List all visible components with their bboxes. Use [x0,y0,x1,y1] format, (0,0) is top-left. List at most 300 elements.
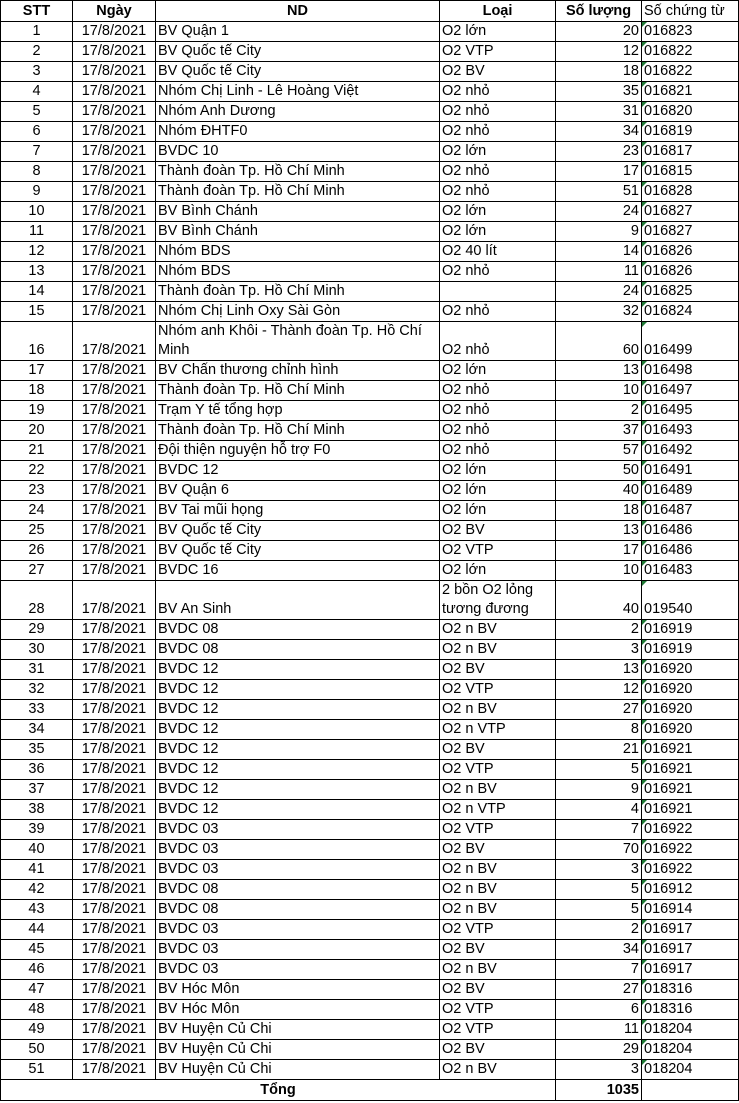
cell-stt[interactable]: 6 [1,122,73,142]
cell-content[interactable]: BV Huyện Củ Chi [156,1060,440,1080]
cell-type[interactable]: O2 BV [440,1040,556,1060]
cell-quantity[interactable]: 11 [556,262,642,282]
cell-stt[interactable]: 41 [1,860,73,880]
cell-type[interactable]: O2 nhỏ [440,162,556,182]
cell-stt[interactable]: 14 [1,282,73,302]
cell-quantity[interactable]: 12 [556,42,642,62]
cell-voucher-number[interactable]: 016921 [642,780,739,800]
cell-date[interactable]: 17/8/2021 [73,102,156,122]
cell-voucher-number[interactable]: 016922 [642,820,739,840]
cell-type[interactable]: O2 n VTP [440,800,556,820]
cell-date[interactable]: 17/8/2021 [73,660,156,680]
cell-type[interactable]: O2 n BV [440,1060,556,1080]
cell-content[interactable]: BVDC 12 [156,660,440,680]
cell-content[interactable]: Thành đoàn Tp. Hồ Chí Minh [156,282,440,302]
cell-type[interactable]: O2 40 lít [440,242,556,262]
cell-date[interactable]: 17/8/2021 [73,521,156,541]
cell-date[interactable]: 17/8/2021 [73,302,156,322]
cell-content[interactable]: BVDC 08 [156,880,440,900]
cell-type[interactable]: O2 VTP [440,1000,556,1020]
cell-content[interactable]: BVDC 08 [156,620,440,640]
cell-stt[interactable]: 18 [1,381,73,401]
cell-voucher-number[interactable]: 016919 [642,620,739,640]
cell-content[interactable]: BVDC 12 [156,740,440,760]
cell-type[interactable]: O2 nhỏ [440,262,556,282]
cell-content[interactable]: BVDC 12 [156,461,440,481]
total-label[interactable]: Tổng [1,1080,556,1101]
cell-type[interactable]: O2 n BV [440,960,556,980]
cell-date[interactable]: 17/8/2021 [73,481,156,501]
cell-stt[interactable]: 43 [1,900,73,920]
cell-type[interactable]: O2 nhỏ [440,421,556,441]
cell-voucher-number[interactable]: 018204 [642,1020,739,1040]
header-voucher-number[interactable]: Số chứng từ [642,1,739,22]
cell-voucher-number[interactable]: 016827 [642,202,739,222]
cell-quantity[interactable]: 2 [556,920,642,940]
header-content[interactable]: ND [156,1,440,22]
cell-stt[interactable]: 25 [1,521,73,541]
cell-voucher-number[interactable]: 016914 [642,900,739,920]
cell-stt[interactable]: 3 [1,62,73,82]
cell-stt[interactable]: 47 [1,980,73,1000]
cell-quantity[interactable]: 13 [556,521,642,541]
cell-type[interactable]: O2 nhỏ [440,401,556,421]
cell-quantity[interactable]: 6 [556,1000,642,1020]
cell-quantity[interactable]: 5 [556,900,642,920]
cell-voucher-number[interactable]: 016822 [642,42,739,62]
cell-content[interactable]: Nhóm BDS [156,262,440,282]
cell-stt[interactable]: 42 [1,880,73,900]
cell-voucher-number[interactable]: 016486 [642,521,739,541]
cell-content[interactable]: BV Huyện Củ Chi [156,1040,440,1060]
cell-content[interactable]: BVDC 03 [156,820,440,840]
cell-voucher-number[interactable]: 016917 [642,960,739,980]
cell-stt[interactable]: 1 [1,22,73,42]
cell-date[interactable]: 17/8/2021 [73,122,156,142]
cell-type[interactable]: O2 BV [440,840,556,860]
cell-date[interactable]: 17/8/2021 [73,760,156,780]
cell-quantity[interactable]: 5 [556,760,642,780]
cell-date[interactable]: 17/8/2021 [73,22,156,42]
cell-content[interactable]: BV Quốc tế City [156,42,440,62]
cell-type[interactable]: O2 nhỏ [440,322,556,361]
cell-stt[interactable]: 36 [1,760,73,780]
cell-content[interactable]: Nhóm ĐHTF0 [156,122,440,142]
cell-stt[interactable]: 48 [1,1000,73,1020]
cell-stt[interactable]: 29 [1,620,73,640]
cell-date[interactable]: 17/8/2021 [73,162,156,182]
cell-stt[interactable]: 4 [1,82,73,102]
cell-quantity[interactable]: 51 [556,182,642,202]
cell-type[interactable]: O2 nhỏ [440,441,556,461]
cell-type[interactable]: O2 n BV [440,780,556,800]
cell-voucher-number[interactable]: 016489 [642,481,739,501]
cell-type[interactable]: O2 VTP [440,820,556,840]
cell-type[interactable]: O2 lớn [440,561,556,581]
cell-content[interactable]: BVDC 10 [156,142,440,162]
cell-voucher-number[interactable]: 016822 [642,62,739,82]
cell-voucher-number[interactable]: 016912 [642,880,739,900]
cell-content[interactable]: Nhóm BDS [156,242,440,262]
cell-type[interactable]: O2 lớn [440,361,556,381]
cell-voucher-number[interactable]: 018204 [642,1040,739,1060]
cell-quantity[interactable]: 12 [556,680,642,700]
header-type[interactable]: Loại [440,1,556,22]
cell-stt[interactable]: 32 [1,680,73,700]
cell-quantity[interactable]: 8 [556,720,642,740]
header-stt[interactable]: STT [1,1,73,22]
cell-quantity[interactable]: 23 [556,142,642,162]
cell-stt[interactable]: 33 [1,700,73,720]
cell-stt[interactable]: 35 [1,740,73,760]
cell-type[interactable]: O2 nhỏ [440,122,556,142]
cell-quantity[interactable]: 34 [556,122,642,142]
cell-content[interactable]: BV Hóc Môn [156,1000,440,1020]
cell-date[interactable]: 17/8/2021 [73,322,156,361]
cell-quantity[interactable]: 13 [556,660,642,680]
cell-type[interactable]: O2 VTP [440,680,556,700]
cell-quantity[interactable]: 11 [556,1020,642,1040]
cell-stt[interactable]: 50 [1,1040,73,1060]
cell-type[interactable]: O2 nhỏ [440,102,556,122]
cell-content[interactable]: BVDC 12 [156,780,440,800]
cell-type[interactable]: O2 nhỏ [440,381,556,401]
header-quantity[interactable]: Số lượng [556,1,642,22]
cell-type[interactable]: O2 BV [440,521,556,541]
cell-date[interactable]: 17/8/2021 [73,900,156,920]
cell-content[interactable]: BVDC 12 [156,700,440,720]
cell-content[interactable]: BVDC 12 [156,720,440,740]
cell-date[interactable]: 17/8/2021 [73,421,156,441]
cell-content[interactable]: BVDC 12 [156,680,440,700]
cell-type[interactable]: O2 n BV [440,640,556,660]
cell-content[interactable]: BVDC 12 [156,760,440,780]
cell-stt[interactable]: 23 [1,481,73,501]
cell-voucher-number[interactable]: 016495 [642,401,739,421]
cell-voucher-number[interactable]: 016493 [642,421,739,441]
cell-quantity[interactable]: 27 [556,980,642,1000]
cell-date[interactable]: 17/8/2021 [73,262,156,282]
cell-quantity[interactable]: 2 [556,620,642,640]
cell-content[interactable]: BVDC 03 [156,920,440,940]
cell-content[interactable]: BVDC 12 [156,800,440,820]
cell-date[interactable]: 17/8/2021 [73,1000,156,1020]
cell-voucher-number[interactable]: 016823 [642,22,739,42]
cell-type[interactable]: O2 nhỏ [440,82,556,102]
cell-type[interactable]: O2 n BV [440,700,556,720]
cell-stt[interactable]: 20 [1,421,73,441]
cell-quantity[interactable]: 18 [556,501,642,521]
cell-quantity[interactable]: 13 [556,361,642,381]
cell-voucher-number[interactable]: 016486 [642,541,739,561]
cell-stt[interactable]: 17 [1,361,73,381]
cell-date[interactable]: 17/8/2021 [73,700,156,720]
cell-quantity[interactable]: 60 [556,322,642,361]
cell-quantity[interactable]: 24 [556,202,642,222]
cell-content[interactable]: Trạm Y tế tổng hợp [156,401,440,421]
cell-stt[interactable]: 9 [1,182,73,202]
cell-stt[interactable]: 49 [1,1020,73,1040]
cell-quantity[interactable]: 35 [556,82,642,102]
cell-date[interactable]: 17/8/2021 [73,880,156,900]
cell-type[interactable]: O2 BV [440,980,556,1000]
cell-stt[interactable]: 12 [1,242,73,262]
cell-stt[interactable]: 21 [1,441,73,461]
cell-content[interactable]: Thành đoàn Tp. Hồ Chí Minh [156,381,440,401]
cell-voucher-number[interactable]: 016499 [642,322,739,361]
cell-content[interactable]: BV Chấn thương chỉnh hình [156,361,440,381]
cell-type[interactable]: O2 BV [440,940,556,960]
cell-date[interactable]: 17/8/2021 [73,920,156,940]
cell-type[interactable]: O2 n BV [440,620,556,640]
cell-voucher-number[interactable]: 016921 [642,760,739,780]
cell-date[interactable]: 17/8/2021 [73,182,156,202]
cell-date[interactable]: 17/8/2021 [73,581,156,620]
header-date[interactable]: Ngày [73,1,156,22]
cell-date[interactable]: 17/8/2021 [73,960,156,980]
cell-date[interactable]: 17/8/2021 [73,242,156,262]
cell-quantity[interactable]: 32 [556,302,642,322]
cell-content[interactable]: BVDC 03 [156,960,440,980]
cell-type[interactable]: O2 VTP [440,42,556,62]
cell-type[interactable]: 2 bồn O2 lỏng tương đương [440,581,556,620]
cell-voucher-number[interactable]: 018316 [642,980,739,1000]
cell-content[interactable]: Thành đoàn Tp. Hồ Chí Minh [156,182,440,202]
cell-quantity[interactable]: 10 [556,561,642,581]
cell-stt[interactable]: 39 [1,820,73,840]
cell-content[interactable]: BV Huyện Củ Chi [156,1020,440,1040]
cell-stt[interactable]: 46 [1,960,73,980]
cell-date[interactable]: 17/8/2021 [73,541,156,561]
cell-date[interactable]: 17/8/2021 [73,461,156,481]
cell-stt[interactable]: 51 [1,1060,73,1080]
cell-content[interactable]: BV Quận 1 [156,22,440,42]
cell-quantity[interactable]: 20 [556,22,642,42]
cell-stt[interactable]: 27 [1,561,73,581]
cell-quantity[interactable]: 37 [556,421,642,441]
cell-stt[interactable]: 31 [1,660,73,680]
cell-date[interactable]: 17/8/2021 [73,1020,156,1040]
cell-voucher-number[interactable]: 016921 [642,740,739,760]
cell-date[interactable]: 17/8/2021 [73,561,156,581]
cell-content[interactable]: BV Bình Chánh [156,202,440,222]
cell-voucher-number[interactable]: 016917 [642,920,739,940]
cell-date[interactable]: 17/8/2021 [73,640,156,660]
cell-stt[interactable]: 28 [1,581,73,620]
cell-date[interactable]: 17/8/2021 [73,222,156,242]
cell-stt[interactable]: 8 [1,162,73,182]
cell-voucher-number[interactable]: 016828 [642,182,739,202]
cell-voucher-number[interactable]: 016826 [642,242,739,262]
cell-type[interactable]: O2 lớn [440,142,556,162]
cell-voucher-number[interactable]: 016922 [642,860,739,880]
cell-content[interactable]: Nhóm Anh Dương [156,102,440,122]
cell-type[interactable]: O2 lớn [440,22,556,42]
cell-date[interactable]: 17/8/2021 [73,62,156,82]
cell-date[interactable]: 17/8/2021 [73,501,156,521]
cell-stt[interactable]: 26 [1,541,73,561]
cell-voucher-number[interactable]: 016497 [642,381,739,401]
cell-type[interactable]: O2 nhỏ [440,302,556,322]
cell-voucher-number[interactable]: 016920 [642,700,739,720]
cell-voucher-number[interactable]: 018204 [642,1060,739,1080]
cell-date[interactable]: 17/8/2021 [73,860,156,880]
cell-stt[interactable]: 38 [1,800,73,820]
cell-quantity[interactable]: 9 [556,780,642,800]
cell-date[interactable]: 17/8/2021 [73,441,156,461]
cell-quantity[interactable]: 2 [556,401,642,421]
cell-stt[interactable]: 34 [1,720,73,740]
cell-stt[interactable]: 13 [1,262,73,282]
cell-voucher-number[interactable]: 016827 [642,222,739,242]
cell-quantity[interactable]: 17 [556,162,642,182]
cell-type[interactable]: O2 n BV [440,880,556,900]
cell-date[interactable]: 17/8/2021 [73,1040,156,1060]
cell-date[interactable]: 17/8/2021 [73,620,156,640]
cell-content[interactable]: Nhóm Chị Linh - Lê Hoàng Việt [156,82,440,102]
cell-stt[interactable]: 7 [1,142,73,162]
cell-quantity[interactable]: 34 [556,940,642,960]
cell-quantity[interactable]: 10 [556,381,642,401]
cell-date[interactable]: 17/8/2021 [73,840,156,860]
cell-stt[interactable]: 19 [1,401,73,421]
cell-voucher-number[interactable]: 016824 [642,302,739,322]
total-empty-cell[interactable] [642,1080,739,1101]
cell-voucher-number[interactable]: 016492 [642,441,739,461]
cell-content[interactable]: BV Quốc tế City [156,521,440,541]
cell-content[interactable]: BV Hóc Môn [156,980,440,1000]
cell-voucher-number[interactable]: 016825 [642,282,739,302]
cell-voucher-number[interactable]: 016498 [642,361,739,381]
cell-type[interactable]: O2 n BV [440,900,556,920]
cell-type[interactable] [440,282,556,302]
cell-type[interactable]: O2 lớn [440,501,556,521]
cell-type[interactable]: O2 VTP [440,541,556,561]
cell-quantity[interactable]: 4 [556,800,642,820]
cell-voucher-number[interactable]: 016826 [642,262,739,282]
cell-date[interactable]: 17/8/2021 [73,381,156,401]
cell-date[interactable]: 17/8/2021 [73,820,156,840]
cell-date[interactable]: 17/8/2021 [73,940,156,960]
cell-voucher-number[interactable]: 016820 [642,102,739,122]
cell-stt[interactable]: 16 [1,322,73,361]
cell-stt[interactable]: 37 [1,780,73,800]
cell-quantity[interactable]: 9 [556,222,642,242]
cell-date[interactable]: 17/8/2021 [73,401,156,421]
cell-voucher-number[interactable]: 019540 [642,581,739,620]
cell-content[interactable]: BV Quốc tế City [156,62,440,82]
cell-date[interactable]: 17/8/2021 [73,42,156,62]
cell-content[interactable]: Thành đoàn Tp. Hồ Chí Minh [156,421,440,441]
cell-date[interactable]: 17/8/2021 [73,980,156,1000]
cell-voucher-number[interactable]: 016819 [642,122,739,142]
cell-quantity[interactable]: 3 [556,640,642,660]
cell-stt[interactable]: 11 [1,222,73,242]
cell-quantity[interactable]: 14 [556,242,642,262]
cell-content[interactable]: Đội thiện nguyện hỗ trợ F0 [156,441,440,461]
cell-stt[interactable]: 15 [1,302,73,322]
cell-voucher-number[interactable]: 016817 [642,142,739,162]
cell-stt[interactable]: 22 [1,461,73,481]
cell-quantity[interactable]: 7 [556,960,642,980]
cell-date[interactable]: 17/8/2021 [73,780,156,800]
cell-quantity[interactable]: 17 [556,541,642,561]
cell-content[interactable]: BVDC 03 [156,940,440,960]
cell-quantity[interactable]: 27 [556,700,642,720]
cell-date[interactable]: 17/8/2021 [73,82,156,102]
cell-voucher-number[interactable]: 016821 [642,82,739,102]
cell-quantity[interactable]: 70 [556,840,642,860]
cell-date[interactable]: 17/8/2021 [73,282,156,302]
cell-type[interactable]: O2 nhỏ [440,182,556,202]
cell-content[interactable]: BV Tai mũi họng [156,501,440,521]
cell-voucher-number[interactable]: 016921 [642,800,739,820]
cell-date[interactable]: 17/8/2021 [73,740,156,760]
cell-quantity[interactable]: 5 [556,880,642,900]
cell-type[interactable]: O2 lớn [440,222,556,242]
cell-stt[interactable]: 24 [1,501,73,521]
cell-date[interactable]: 17/8/2021 [73,1060,156,1080]
cell-content[interactable]: BVDC 08 [156,900,440,920]
cell-stt[interactable]: 10 [1,202,73,222]
cell-voucher-number[interactable]: 016922 [642,840,739,860]
cell-content[interactable]: BV Quận 6 [156,481,440,501]
cell-date[interactable]: 17/8/2021 [73,142,156,162]
cell-voucher-number[interactable]: 016483 [642,561,739,581]
cell-quantity[interactable]: 3 [556,860,642,880]
cell-date[interactable]: 17/8/2021 [73,800,156,820]
cell-stt[interactable]: 5 [1,102,73,122]
cell-quantity[interactable]: 50 [556,461,642,481]
cell-voucher-number[interactable]: 016491 [642,461,739,481]
cell-quantity[interactable]: 18 [556,62,642,82]
cell-type[interactable]: O2 n VTP [440,720,556,740]
cell-type[interactable]: O2 lớn [440,461,556,481]
cell-voucher-number[interactable]: 016815 [642,162,739,182]
cell-date[interactable]: 17/8/2021 [73,680,156,700]
cell-type[interactable]: O2 lớn [440,202,556,222]
cell-quantity[interactable]: 7 [556,820,642,840]
cell-content[interactable]: BVDC 03 [156,860,440,880]
cell-stt[interactable]: 2 [1,42,73,62]
cell-stt[interactable]: 44 [1,920,73,940]
cell-content[interactable]: Nhóm anh Khôi - Thành đoàn Tp. Hồ Chí Minh [156,322,440,361]
cell-content[interactable]: BVDC 08 [156,640,440,660]
cell-type[interactable]: O2 VTP [440,920,556,940]
cell-quantity[interactable]: 40 [556,481,642,501]
cell-content[interactable]: BVDC 03 [156,840,440,860]
cell-voucher-number[interactable]: 016920 [642,720,739,740]
cell-quantity[interactable]: 21 [556,740,642,760]
cell-content[interactable]: BVDC 16 [156,561,440,581]
cell-date[interactable]: 17/8/2021 [73,361,156,381]
cell-date[interactable]: 17/8/2021 [73,720,156,740]
cell-stt[interactable]: 40 [1,840,73,860]
cell-quantity[interactable]: 29 [556,1040,642,1060]
cell-type[interactable]: O2 BV [440,740,556,760]
cell-voucher-number[interactable]: 016487 [642,501,739,521]
cell-quantity[interactable]: 24 [556,282,642,302]
cell-voucher-number[interactable]: 016917 [642,940,739,960]
cell-voucher-number[interactable]: 016919 [642,640,739,660]
cell-type[interactable]: O2 BV [440,660,556,680]
cell-quantity[interactable]: 31 [556,102,642,122]
cell-content[interactable]: BV Quốc tế City [156,541,440,561]
cell-date[interactable]: 17/8/2021 [73,202,156,222]
cell-type[interactable]: O2 VTP [440,1020,556,1040]
cell-voucher-number[interactable]: 016920 [642,680,739,700]
cell-type[interactable]: O2 lớn [440,481,556,501]
